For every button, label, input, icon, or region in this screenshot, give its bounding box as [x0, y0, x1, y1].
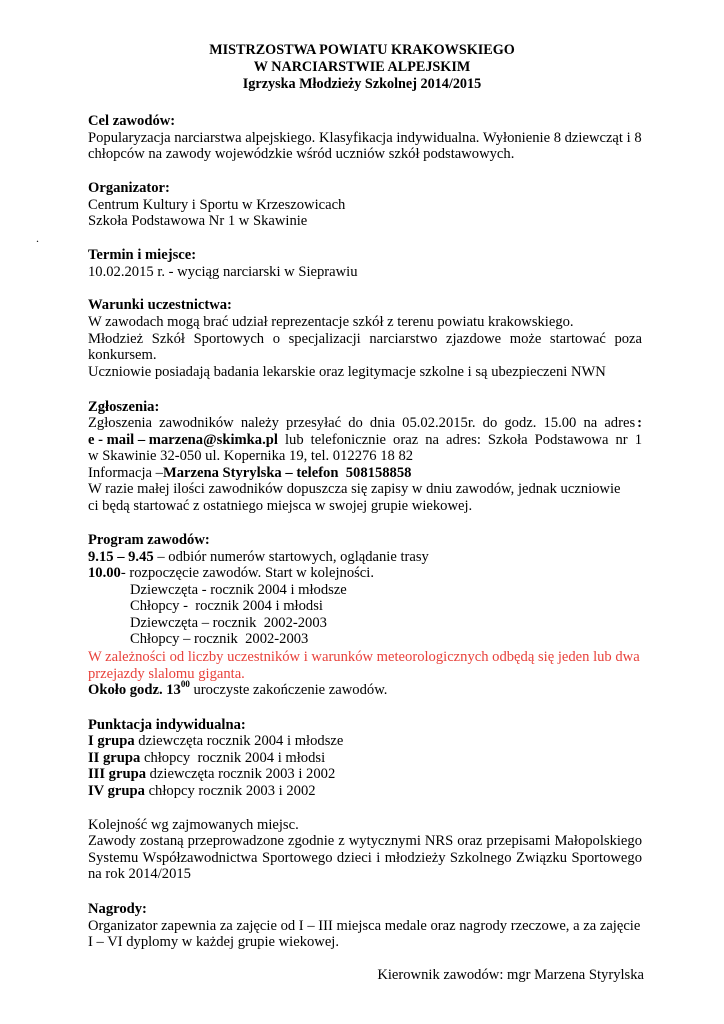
punktacja-row-2 [88, 750, 325, 767]
program-text-1: – odbiór numerów startowych, oglądanie trasy [153, 549, 429, 565]
termin-line-1: 10.02.2015 r. - wyciąg narciarski w Sieprawiu [88, 264, 358, 280]
program-group-3: Dziewczęta – rocznik 2002-2003 [130, 615, 327, 631]
program-end [88, 679, 388, 699]
stray-mark: . [36, 231, 39, 245]
zgloszenia-line-3: w Skawinie 32-050 ul. Kopernika 19, tel. 012276 18 82 [88, 448, 414, 464]
program-group-4: Chłopcy – rocznik 2002-2003 [130, 631, 309, 647]
zgloszenia-line-6: ci będą startować z ostatniego miejsca w swojej grupie wiekowej. [88, 498, 473, 514]
zgloszenia-line-4 [88, 465, 411, 482]
organizator-line-1: Centrum Kultury i Sportu w Krzeszowicach [88, 197, 346, 213]
warunki-line-4: Uczniowie posiadają badania lekarskie oraz legitymacje szkolne i są ubezpieczeni NWN [88, 364, 606, 380]
punktacja-row-1 [88, 733, 343, 750]
nagrody-heading: Nagrody: [88, 901, 147, 917]
punktacja-label-3: III grupa [88, 766, 146, 782]
punktacja-text-1: dziewczęta rocznik 2004 i młodsze [134, 733, 344, 749]
kolejnosc-line-3: Systemu Współzawodnictwa Sportowego dzieci i młodzieży Szkolnego Związku Sportowego [88, 850, 642, 866]
termin-heading: Termin i miejsce: [88, 247, 197, 263]
program-group-1: Dziewczęta - rocznik 2004 i młodsze [130, 582, 347, 598]
punktacja-label-4: IV grupa [88, 783, 145, 799]
zgloszenia-line-2 [88, 432, 642, 449]
program-time-1: 9.15 – 9.45 [88, 549, 154, 565]
punktacja-text-2: chłopcy rocznik 2004 i młodsi [140, 750, 326, 766]
warunki-line-1: W zawodach mogą brać udział reprezentacje szkół z terenu powiatu krakowskiego. [88, 314, 574, 330]
contact-person-phone: Marzena Styrylska – telefon 508158858 [162, 465, 412, 481]
warunki-heading: Warunki uczestnictwa: [88, 297, 232, 313]
program-end-time: Około godz. 13 [88, 682, 181, 698]
program-end-text: uroczyste zakończenie zawodów. [189, 682, 388, 698]
punktacja-label-2: II grupa [88, 750, 141, 766]
title-line-2: W NARCIARSTWIE ALPEJSKIM [253, 59, 471, 75]
zgloszenia-line-1-colon: : [637, 415, 642, 431]
informacja-label: Informacja – [88, 465, 163, 481]
email-domain: .pl [262, 432, 278, 448]
title-line-3: Igrzyska Młodzieży Szkolnej 2014/2015 [242, 76, 482, 92]
program-line-2 [88, 565, 374, 582]
kolejnosc-line-1: Kolejność wg zajmowanych miejsc. [88, 817, 299, 833]
cel-heading: Cel zawodów: [88, 113, 176, 129]
organizator-heading: Organizator: [88, 180, 170, 196]
program-group-2: Chłopcy - rocznik 2004 i młodsi [130, 598, 323, 614]
zgloszenia-line-1 [88, 415, 642, 432]
title-line-1: MISTRZOSTWA POWIATU KRAKOWSKIEGO [209, 42, 515, 58]
punktacja-row-3 [88, 766, 335, 783]
program-heading: Program zawodów: [88, 532, 210, 548]
punktacja-heading: Punktacja indywidualna: [88, 717, 246, 733]
warunki-line-2: Młodzież Szkół Sportowych o specjalizacji narciarstwo zjazdowe może startować poza [88, 331, 642, 347]
program-time-2: 10.00 [88, 565, 121, 581]
zgloszenia-line-2-text: lub telefonicznie oraz na adres: Szkoła Podstawowa nr 1 [277, 432, 642, 448]
program-end-sup: 00 [180, 679, 190, 690]
nagrody-line-1: Organizator zapewnia za zajęcie od I – III miejsca medale oraz nagrody rzeczowe, a za zajęcie [88, 918, 641, 934]
weather-note-line-2: przejazdy slalomu giganta. [88, 666, 245, 682]
zgloszenia-line-5: W razie małej ilości zawodników dopuszcza się zapisy w dniu zawodów, jednak uczniowie [88, 481, 621, 497]
punktacja-row-4 [88, 783, 316, 800]
punktacja-label-1: I grupa [88, 733, 135, 749]
program-text-2: - rozpoczęcie zawodów. Start w kolejności. [120, 565, 374, 581]
signature: Kierownik zawodów: mgr Marzena Styrylska [377, 967, 644, 983]
zgloszenia-heading: Zgłoszenia: [88, 399, 160, 415]
kolejnosc-line-4: na rok 2014/2015 [88, 866, 191, 882]
email-label: e - mail – marzena@skimka [88, 432, 263, 448]
zgloszenia-line-1-text: Zgłoszenia zawodników należy przesyłać do dnia 05.02.2015r. do godz. 15.00 na adres [88, 415, 636, 431]
cel-line-2: chłopców na zawody wojewódzkie wśród uczniów szkół podstawowych. [88, 146, 515, 162]
punktacja-text-3: dziewczęta rocznik 2003 i 2002 [146, 766, 336, 782]
organizator-line-2: Szkoła Podstawowa Nr 1 w Skawinie [88, 213, 308, 229]
weather-note-line-1: W zależności od liczby uczestników i warunków meteorologicznych odbędą się jeden lub dwa [88, 649, 640, 665]
cel-line-1: Popularyzacja narciarstwa alpejskiego. Klasyfikacja indywidualna. Wyłonienie 8 dziewcząt i 8 [88, 130, 642, 146]
nagrody-line-2: I – VI dyplomy w każdej grupie wiekowej. [88, 934, 340, 950]
program-line-1 [88, 549, 429, 566]
kolejnosc-line-2: Zawody zostaną przeprowadzone zgodnie z wytycznymi NRS oraz przepisami Małopolskiego [88, 833, 642, 849]
warunki-line-3: konkursem. [88, 347, 157, 363]
punktacja-text-4: chłopcy rocznik 2003 i 2002 [144, 783, 316, 799]
